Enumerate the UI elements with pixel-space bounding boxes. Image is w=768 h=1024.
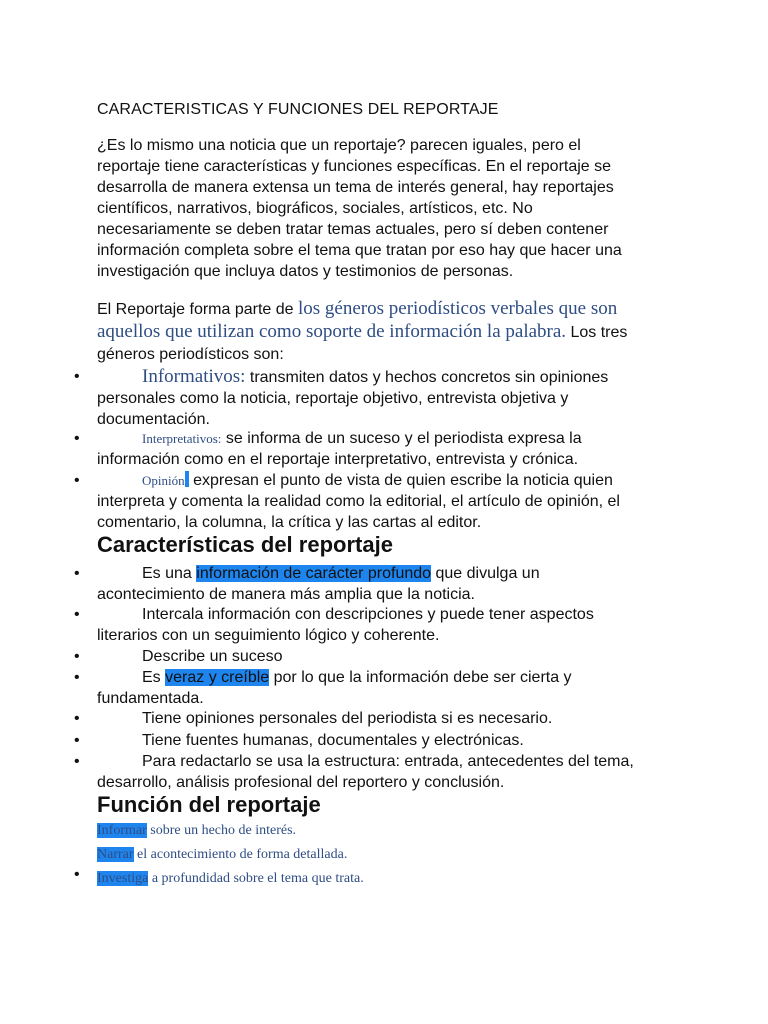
- funcion-item: [97, 847, 347, 863]
- list-item: [74, 751, 687, 793]
- generos-text: Los tres: [566, 324, 628, 341]
- genero-desc: interpreta y comenta la realidad como la editorial, el artículo de opinión, el: [97, 493, 620, 510]
- funcion-heading: Función del reportaje: [97, 792, 321, 817]
- genero-desc: transmiten datos y hechos concretos sin opiniones: [245, 369, 609, 386]
- highlighted-text: veraz y creíble: [165, 669, 270, 686]
- genero-term: Interpretativos:: [142, 431, 222, 446]
- funcion-item: [97, 823, 296, 839]
- list-item: [74, 730, 687, 751]
- item-text: Es: [142, 669, 166, 686]
- intro-line: reportaje tiene características y funciones específicas. En el reportaje se: [97, 158, 612, 175]
- bullet-icon: •: [74, 669, 80, 686]
- item-text: Intercala información con descripciones y puede tener aspectos: [142, 606, 594, 623]
- item-text: Describe un suceso: [142, 648, 283, 665]
- item-text: desarrollo, análisis profesional del reportero y conclusión.: [97, 774, 505, 791]
- funcion-text: a profundidad sobre el tema que trata.: [148, 871, 364, 886]
- generos-line: [97, 321, 687, 343]
- item-text: por lo que la información debe ser cierta y: [269, 669, 572, 686]
- bullet-icon: •: [74, 368, 80, 385]
- funcion-item: [97, 871, 364, 887]
- intro-line: ¿Es lo mismo una noticia que un reportaje? parecen iguales, pero el: [97, 137, 581, 154]
- list-item: [74, 667, 687, 709]
- generos-emphasis: aquellos que utilizan como soporte de información la palabra.: [97, 321, 567, 342]
- genero-term: Informativos:: [142, 366, 246, 387]
- item-text: acontecimiento de manera más amplia que la noticia.: [97, 586, 475, 603]
- item-text: Tiene fuentes humanas, documentales y electrónicas.: [142, 732, 524, 749]
- item-text: literarios con un seguimiento lógico y coherente.: [97, 627, 440, 644]
- list-item: [74, 563, 687, 605]
- item-text: Es una: [142, 565, 197, 582]
- genero-desc: se informa de un suceso y el periodista expresa la: [221, 430, 582, 447]
- list-item: [74, 470, 687, 533]
- item-text: fundamentada.: [97, 690, 204, 707]
- genero-desc: personales como la noticia, reportaje objetivo, entrevista objetiva y: [97, 390, 569, 407]
- bullet-icon: •: [74, 606, 80, 623]
- item-text: que divulga un: [431, 565, 540, 582]
- bullet-icon: •: [74, 648, 80, 665]
- list-item: [74, 366, 687, 430]
- list-item: [74, 604, 687, 646]
- highlighted-text: Investiga: [97, 871, 149, 886]
- intro-line: información completa sobre el tema que tratan por eso hay que hacer una: [97, 242, 622, 259]
- funcion-text: el acontecimiento de forma detallada.: [133, 847, 348, 862]
- highlighted-text: Informar: [97, 823, 147, 838]
- generos-text: El Reportaje forma parte de: [97, 301, 298, 318]
- intro-line: desarrolla de manera extensa un tema de interés general, hay reportajes: [97, 179, 614, 196]
- bullet-icon: •: [74, 710, 80, 727]
- highlighted-text: Narrar: [97, 847, 134, 862]
- intro-line: científicos, narrativos, biográficos, sociales, artísticos, etc. No: [97, 200, 533, 217]
- bullet-icon: •: [74, 472, 80, 489]
- bullet-icon: •: [74, 565, 80, 582]
- generos-line: [97, 298, 687, 320]
- list-item: [74, 646, 687, 667]
- item-text: Tiene opiniones personales del periodista si es necesario.: [142, 710, 553, 727]
- item-text: Para redactarlo se usa la estructura: entrada, antecedentes del tema,: [142, 753, 634, 770]
- genero-desc: expresan el punto de vista de quien escribe la noticia quien: [188, 472, 613, 489]
- bullet-icon: •: [74, 732, 80, 749]
- highlighted-text: información de carácter profundo: [196, 565, 432, 582]
- generos-emphasis: los géneros periodísticos verbales que son: [298, 298, 618, 319]
- list-item: [74, 708, 687, 729]
- bullet-icon: •: [74, 430, 80, 447]
- intro-line: investigación que incluya datos y testimonios de personas.: [97, 263, 514, 280]
- genero-desc: comentario, la columna, la crítica y las cartas al editor.: [97, 514, 482, 531]
- genero-desc: información como en el reportaje interpretativo, entrevista y crónica.: [97, 451, 579, 468]
- list-item: [74, 428, 687, 470]
- genero-desc: documentación.: [97, 411, 210, 428]
- intro-line: necesariamente se deben tratar temas actuales, pero sí deben contener: [97, 221, 609, 238]
- funcion-text: sobre un hecho de interés.: [146, 823, 297, 838]
- genero-term: Opinión: [142, 473, 185, 488]
- bullet-icon: •: [74, 866, 80, 883]
- generos-line: géneros periodísticos son:: [97, 346, 284, 363]
- bullet-icon: •: [74, 753, 80, 770]
- caracteristicas-heading: Características del reportaje: [97, 532, 393, 557]
- document-title: CARACTERISTICAS Y FUNCIONES DEL REPORTAJE: [97, 101, 499, 118]
